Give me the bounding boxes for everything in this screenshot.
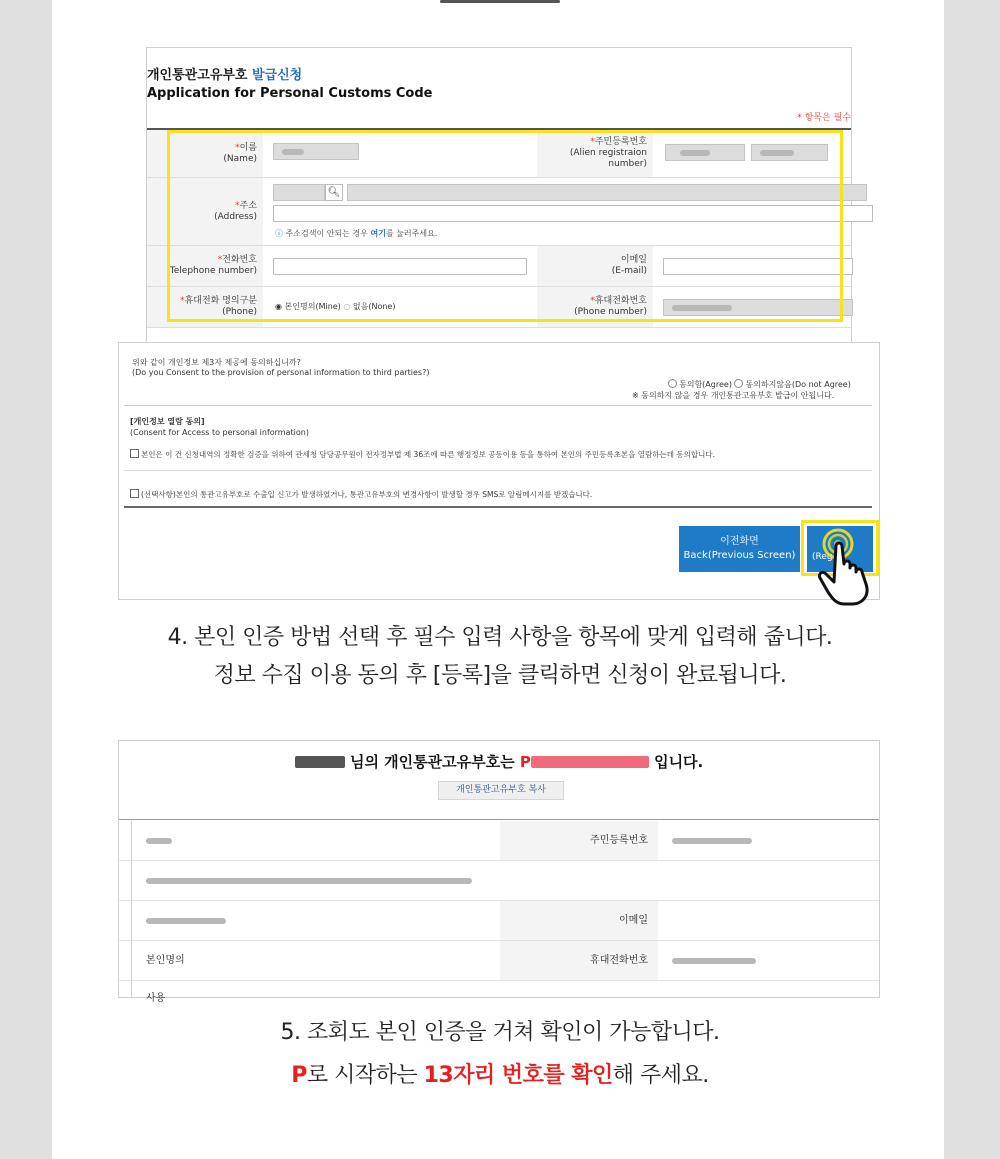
- access-consent-title-en: (Consent for Access to personal information): [130, 428, 309, 437]
- blurred-phone-value: [146, 918, 226, 924]
- result-code-prefix: P: [519, 753, 531, 771]
- highlight-box-form: [167, 130, 843, 322]
- row-edge: [119, 941, 132, 980]
- email-label-en: (E-mail): [611, 266, 647, 276]
- radio-icon: [734, 379, 743, 388]
- row-edge: [119, 821, 132, 860]
- mobile-label: *휴대전화번호 (Phone number): [537, 287, 653, 327]
- caption-text-a: 로 시작하는: [306, 1063, 418, 1088]
- radio-unchecked-icon: ○: [343, 302, 351, 311]
- consent-radio-group: [668, 379, 851, 390]
- caption-text-c: 해 주세요.: [612, 1063, 709, 1088]
- checkbox-icon: [130, 449, 139, 458]
- address-hint-link[interactable]: 여기: [370, 229, 386, 238]
- mobile-label-ko: 휴대전화번호: [594, 296, 647, 306]
- consent-question-en: (Do you Consent to the provision of personal information to third parties?): [132, 368, 430, 377]
- row-edge: [119, 861, 132, 900]
- result-heading-end: 입니다.: [654, 753, 704, 771]
- name-label-ko: 이름: [239, 142, 257, 153]
- mobile-type-label: *휴대전화 명의구분 (Phone): [147, 287, 263, 327]
- access-consent-text: 본인은 이 건 신청내역의 정확한 검증을 위하여 관세청 담당공무원이 전자정부법 제 36조에 따른 행정정보 공동이용 등을 통하여 본인의 주민등록초본을 열람하는데 동의합니다.: [141, 450, 715, 459]
- mobile-type-none-label: 없음(None): [352, 302, 396, 311]
- access-consent-item[interactable]: [130, 449, 715, 460]
- copy-code-button[interactable]: 개인통관고유부호 복사: [438, 781, 564, 800]
- search-icon: 🔍︎: [327, 187, 341, 198]
- blurred-user-name: [295, 756, 345, 768]
- caption-p-letter: P: [291, 1063, 307, 1088]
- result-panel: [118, 740, 880, 1004]
- phone-label-en: (Telephone number): [166, 266, 257, 276]
- radio-icon: [668, 379, 677, 388]
- radio-checked-icon: ◉: [275, 302, 282, 311]
- mobile-type-label-ko: 휴대전화 명의구분: [184, 296, 257, 306]
- mobile-type-mine-label: 본인명의(Mine): [284, 302, 341, 311]
- divider: [124, 405, 872, 406]
- consent-warning: ※ 동의하지 않을 경우 개인통관고유부호 발급이 안됩니다.: [632, 391, 835, 400]
- phone-label-ko: 전화번호: [222, 255, 257, 265]
- address-label-en: (Address): [214, 211, 257, 222]
- checkbox-icon: [130, 489, 139, 498]
- row-edge: [119, 901, 132, 940]
- mobile-type-label-en: (Phone): [222, 307, 257, 317]
- divider: [124, 506, 872, 508]
- row-edge: [119, 981, 132, 997]
- consent-question-ko: 위와 같이 개인정보 제3자 제공에 동의하십니까?: [132, 358, 301, 367]
- result-heading: [119, 751, 879, 772]
- caption-step5-line2: [0, 1058, 1000, 1089]
- alien-label: *주민등록번호 (Alien registraion number): [537, 130, 653, 177]
- cutoff-text-top: [440, 0, 560, 3]
- result-mobile-type-value: 본인명의: [146, 955, 185, 966]
- name-label-en: (Name): [223, 153, 257, 164]
- disagree-radio[interactable]: [734, 380, 850, 389]
- blurred-customs-code: [531, 756, 649, 768]
- back-button-label: 이전화면: [720, 536, 759, 547]
- info-icon: ⓘ: [275, 229, 283, 238]
- phone-label: *전화번호 (Telephone number): [147, 246, 263, 286]
- sms-consent-item[interactable]: [130, 489, 592, 500]
- alien-label-en: (Alien registraion number): [569, 148, 647, 169]
- register-button-label: (Reg: [812, 552, 833, 562]
- result-row: [119, 901, 879, 941]
- disagree-label: 동의하지않음(Do not Agree): [745, 380, 851, 389]
- blurred-alien-value: [672, 838, 752, 844]
- result-heading-text: 님의 개인통관고유부호는: [349, 753, 515, 771]
- blurred-name-value: [146, 838, 172, 844]
- name-label: *이름 (Name): [147, 130, 263, 177]
- form-title-ko: 개인통관고유부호: [147, 68, 248, 83]
- email-label-ko: 이메일: [620, 255, 647, 265]
- blurred-address-value: [146, 878, 472, 884]
- alien-label-ko: 주민등록번호: [594, 137, 647, 147]
- result-mobile-label: 휴대전화번호: [500, 941, 658, 980]
- sms-consent-text: (선택사항)본인의 통관고유부호로 수출입 신고가 발생하였거나, 통관고유부호의 변경사항이 발생할 경우 SMS로 알림메시지를 받겠습니다.: [141, 490, 593, 499]
- access-consent-title: [개인정보 열람 동의]: [130, 417, 205, 426]
- result-row: [119, 821, 879, 861]
- caption-step4-line2: 정보 수집 이용 동의 후 [등록]을 클릭하면 신청이 완료됩니다.: [213, 663, 787, 688]
- address-label-ko: 주소: [239, 200, 257, 211]
- address-hint-post: 를 눌러주세요.: [385, 229, 438, 238]
- result-row: [119, 861, 879, 901]
- address-label: *주소 (Address): [147, 178, 263, 245]
- result-code: [520, 753, 649, 771]
- result-email-label: 이메일: [500, 901, 658, 940]
- back-button-label-en: Back(Previous Screen): [683, 550, 796, 561]
- blurred-mobile-value: [672, 958, 756, 964]
- form-title: [147, 64, 302, 83]
- click-hand-icon: [812, 522, 912, 606]
- caption-step4-line1: 4. 본인 인증 방법 선택 후 필수 입력 사항을 항목에 맞게 입력해 줍니다.: [167, 625, 833, 650]
- divider: [119, 819, 879, 820]
- back-button[interactable]: [679, 526, 800, 572]
- result-alien-label: 주민등록번호: [500, 821, 658, 860]
- result-row: [119, 941, 879, 981]
- required-note: * 항목은 필수: [797, 113, 851, 123]
- caption-step5-line1: 5. 조회도 본인 인증을 거쳐 확인이 가능합니다.: [280, 1020, 720, 1045]
- agree-label: 동의함(Agree): [679, 380, 732, 389]
- form-title-en: Application for Personal Customs Code: [147, 86, 433, 101]
- divider: [124, 470, 872, 471]
- mobile-label-en: (Phone number): [574, 307, 647, 317]
- result-cut-label: 사용: [146, 993, 166, 1004]
- agree-radio[interactable]: [668, 380, 732, 389]
- caption-emphasis: 13자리 번호를 확인: [423, 1063, 613, 1088]
- form-title-highlight: 발급신청: [252, 68, 303, 83]
- address-hint-pre: 주소검색이 안되는 경우: [285, 229, 368, 238]
